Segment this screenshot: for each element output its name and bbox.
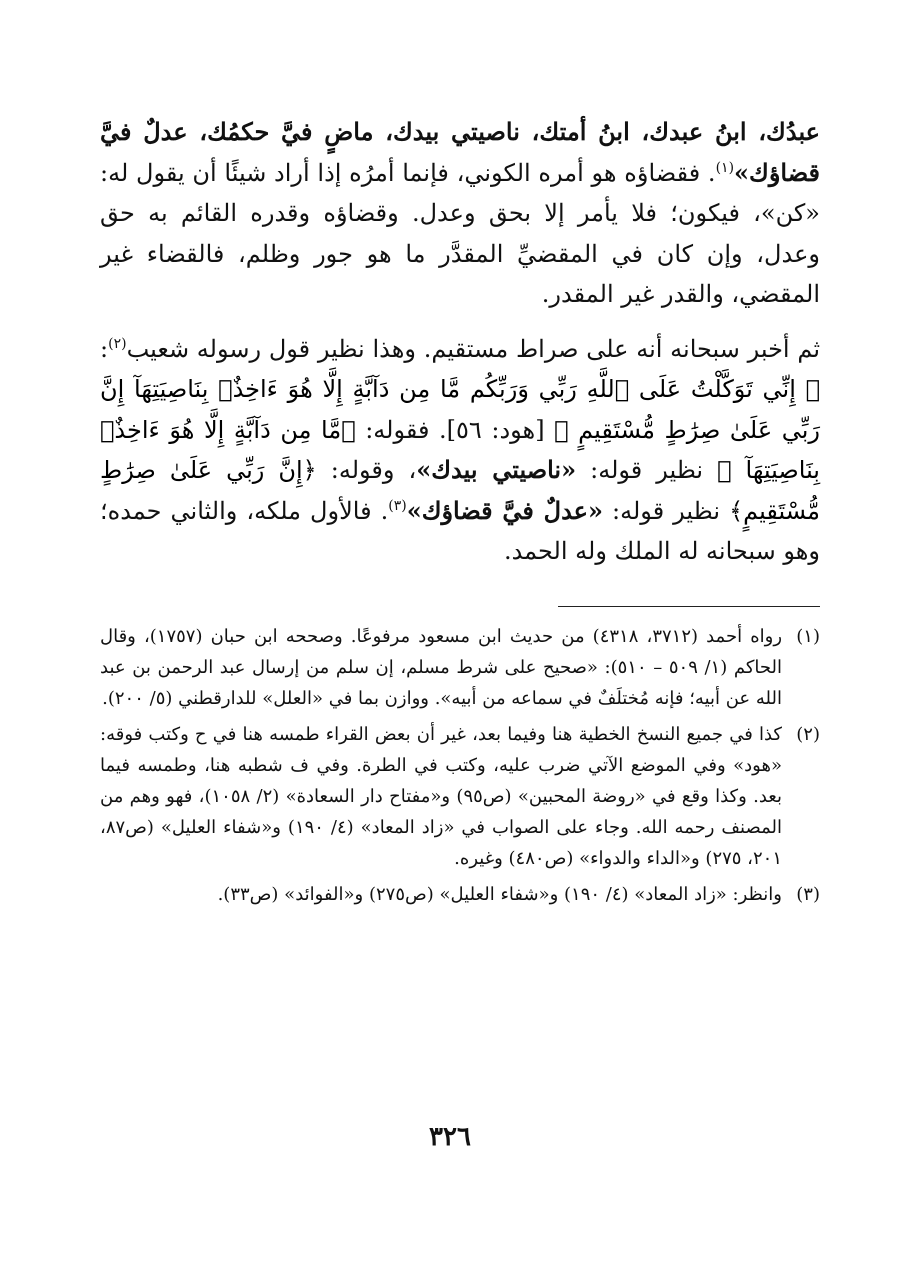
footnote-ref-3[interactable]: (٣) bbox=[388, 497, 407, 514]
main-text bbox=[100, 112, 820, 572]
paragraph-1 bbox=[100, 112, 820, 315]
paragraph-2-text-g: . فالأول ملكه، والثاني حمده؛ وهو سبحانه له الملك وله الحمد. bbox=[100, 496, 820, 565]
footnote-ref-1[interactable]: (١) bbox=[715, 159, 735, 176]
paragraph-2-text-c: فقوله: bbox=[355, 415, 430, 444]
footnote-number: (٢) bbox=[796, 723, 820, 745]
quran-verse-1: ﴿ إِنِّي تَوَكَّلْتُ عَلَى ٱللَّهِ رَبِّي وَرَبِّكُم مَّا مِن دَآبَّةٍ إِلَّا هُوَ ءَاخِذٌۢ بِنَاصِيَتِهَآ إِنَّ رَبِّي عَلَىٰ صِرَٰطٍ مُّسْتَقِيمٍ ﴾ bbox=[100, 375, 821, 444]
quote-adl: «عدلٌ فيَّ قضاؤك» bbox=[406, 495, 603, 525]
paragraph-2-text-d: نظير قوله: bbox=[576, 456, 718, 484]
quote-nasiyati: «ناصيتي بيدك» bbox=[416, 455, 577, 484]
footnote-text: رواه أحمد (٣٧١٢، ٤٣١٨) من حديث ابن مسعود مرفوعًا. وصححه ابن حبان (١٧٥٧)، وقال الحاكم (١/ ٥٠٩ – ٥١٠): «صحيح على شرط مسلم، إن سلم من إرسال عبد الرحمن بن عبد الله عن أبيه؛ فإنه مُختلَفٌ في سماعه من أبيه». ووازن بما في «العلل» للدارقطني (٥/ ٢٠٠). bbox=[100, 625, 783, 709]
quran-verse-3: ﴿إِنَّ رَبِّي عَلَىٰ صِرَٰطٍ مُّسْتَقِيمٍ﴾ bbox=[100, 456, 820, 525]
page-number: ٣٢٦ bbox=[429, 1122, 471, 1152]
paragraph-2-text-a: ثم أخبر سبحانه أنه على صراط مستقيم. وهذا نظير قول رسوله شعيب bbox=[126, 334, 820, 363]
footnote-text: كذا في جميع النسخ الخطية هنا وفيما بعد، غير أن بعض القراء طمسه هنا في ح وكتب فوقه: «هود» وفي الموضع الآتي ضرب عليه، وكتب في الطرة. وفي ف شطبه هنا، وطمسه فيما بعد. وكذا وقع في «روضة المحبين» (ص٩٥) و«مفتاح دار السعادة» (٢/ ١٠٥٨)، فهو وهم من المصنف رحمه الله. وجاء على الصواب في «زاد المعاد» (٤/ ١٩٠) و«شفاء العليل» (ص٨٧، ٢٠١، ٢٧٥) و«الداء والدواء» (ص٤٨٠) وغيره. bbox=[100, 723, 782, 869]
footnotes bbox=[100, 621, 820, 910]
footnote-number: (١) bbox=[796, 625, 820, 647]
hadith-quote: عبدُك، ابنُ عبدك، ابنُ أمتك، ناصيتي بيدك، ماضٍ فيَّ حكمُك، عدلٌ فيَّ قضاؤك» bbox=[100, 117, 821, 187]
book-page bbox=[100, 112, 820, 915]
footnote-item bbox=[100, 719, 820, 874]
footnote-separator bbox=[558, 606, 820, 607]
footnote-number: (٣) bbox=[796, 883, 820, 905]
quran-verse-2: ﴿مَّا مِن دَآبَّةٍ إِلَّا هُوَ ءَاخِذٌۢ بِنَاصِيَتِهَآ ﴾ bbox=[100, 415, 820, 484]
paragraph-2-text-e: ، وقوله: bbox=[316, 456, 417, 484]
verse-1-reference: [هود: ٥٦]. bbox=[429, 415, 555, 444]
paragraph-2-text-b: : bbox=[100, 334, 109, 363]
footnote-item bbox=[100, 621, 820, 714]
footnote-text: وانظر: «زاد المعاد» (٤/ ١٩٠) و«شفاء العليل» (ص٢٧٥) و«الفوائد» (ص٣٣). bbox=[217, 883, 782, 905]
footnote-ref-2[interactable]: (٢) bbox=[108, 335, 127, 352]
paragraph-1-text: . فقضاؤه هو أمره الكوني، فإنما أمرُه إذا أراد شيئًا أن يقول له: «كن»، فيكون؛ فلا يأمر إلا بحق وعدل. وقضاؤه وقدره القائم به حق وعدل، وإن كان في المقضيِّ المقدَّر ما هو جور وظلم، فالقضاء غير المقضي، والقدر غير المقدر. bbox=[100, 158, 820, 308]
paragraph-2-text-f: نظير قوله: bbox=[603, 496, 730, 525]
paragraph-2 bbox=[100, 329, 820, 572]
footnote-item bbox=[100, 879, 820, 910]
